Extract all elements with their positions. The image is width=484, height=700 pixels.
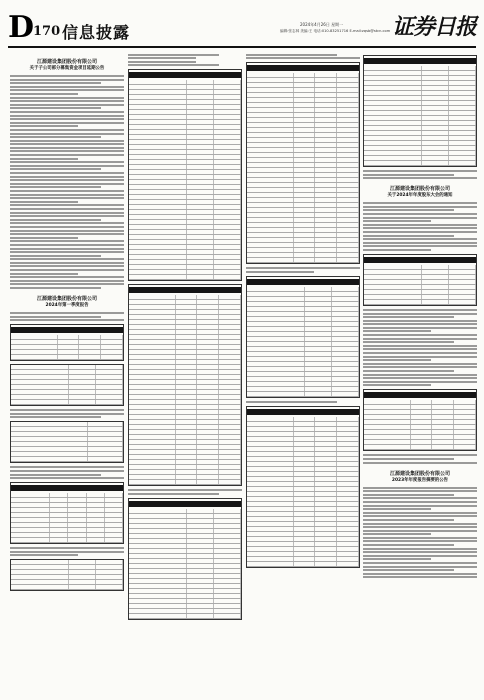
announcement-title: 关于子公司部分募集资金项目延期公告 [29,66,105,71]
data-table [246,406,360,568]
editor-line: 编辑:张志林 美编:王 电话:010-83251716 E-mail:zqsb@stcn.com [280,29,391,33]
announcement-title: 2023年年度报告摘要的公告 [391,477,449,483]
data-table [128,498,242,620]
company-name: 江源建设集团股份有限公司 [389,470,450,477]
column-2 [128,52,242,692]
data-table [10,559,124,591]
dateline: 2024年4月26日 星期一 [300,22,344,27]
data-table [246,276,360,398]
announcement-header [363,185,477,198]
announcement-title: 关于2024年年度股东大会的通知 [387,193,453,199]
masthead [0,0,484,48]
page-number: 170 [33,24,61,39]
newspaper-logo: 证券日报 [392,14,477,40]
section-title: 信息披露 [62,23,131,42]
data-table [128,284,242,486]
column-1 [10,52,124,692]
company-name: 江源建设集团股份有限公司 [389,186,450,193]
data-table [246,62,360,264]
data-table [128,69,242,281]
company-name: 江源建设集团股份有限公司 [36,59,97,65]
announcement-header [363,470,477,483]
data-table [10,324,124,361]
company-name: 江源建设集团股份有限公司 [36,296,97,303]
announcement-header [10,295,124,308]
announcement-title: 2024年第一季度报告 [45,303,89,309]
data-table [10,421,124,463]
column-3 [246,52,360,692]
column-4 [363,52,477,692]
data-table [363,55,477,167]
data-table [10,482,124,544]
data-table [363,254,477,306]
data-table [10,364,124,406]
data-table [363,389,477,451]
page-letter: D [8,10,34,45]
announcement-header [10,58,124,71]
header-rule [8,46,476,48]
